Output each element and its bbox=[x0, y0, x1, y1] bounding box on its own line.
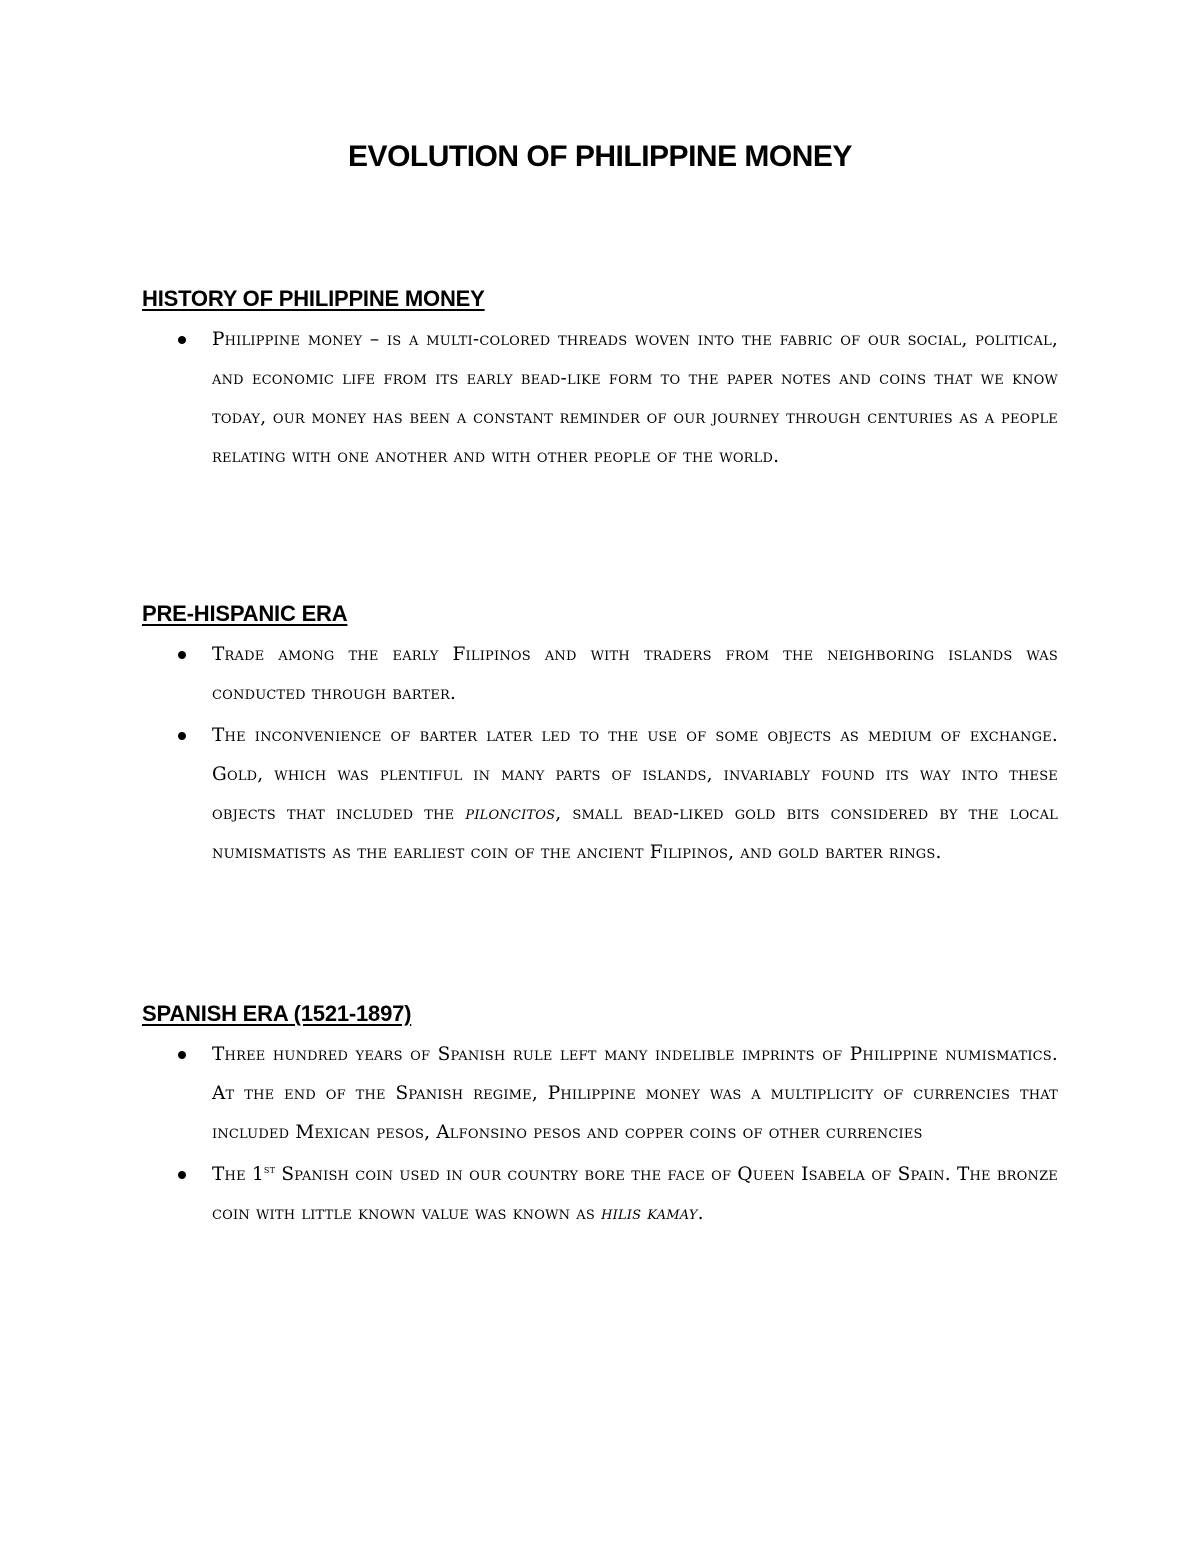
list-item bbox=[142, 635, 1058, 713]
section-spanish-era bbox=[142, 999, 1058, 1236]
paragraph: Trade among the early Filipinos and with traders from the neighboring islands was conducted through barter. bbox=[212, 644, 1058, 704]
document-title: EVOLUTION OF PHILIPPINE MONEY bbox=[348, 140, 852, 173]
bullet-icon bbox=[178, 336, 186, 344]
bullet-list bbox=[142, 1035, 1058, 1233]
bullet-icon bbox=[178, 651, 186, 659]
paragraph: Three hundred years of Spanish rule left many indelible imprints of Philippine numismatics. At the end of the Spanish regime, Philippine money was a multiplicity of currencies that included Mexican pesos, Alfonsino pesos and copper coins of other currencies bbox=[212, 1044, 1058, 1143]
bullet-list bbox=[142, 635, 1058, 872]
paragraph: Philippine money – is a multi-colored threads woven into the fabric of our social, political, and economic life from its early bead-like form to the paper notes and coins that we know today, our money has been a constant reminder of our journey through centuries as a people relating with one another and with other people of the world. bbox=[212, 329, 1058, 467]
paragraph bbox=[212, 716, 1058, 872]
list-item bbox=[142, 1035, 1058, 1152]
paragraph-text: The 1 bbox=[212, 1164, 264, 1185]
paragraph-text: The inconvenience of barter later led to the use of some objects as medium of exchange. Gold, which was plentiful in many parts of islands, invariably found its way into these objects that included the bbox=[212, 725, 1058, 824]
bullet-icon bbox=[178, 1171, 186, 1179]
paragraph-text: . bbox=[697, 1203, 704, 1224]
list-item bbox=[142, 320, 1058, 476]
section-heading: HISTORY OF PHILIPPINE MONEY bbox=[142, 286, 485, 311]
list-item bbox=[142, 1155, 1058, 1233]
bullet-icon bbox=[178, 1051, 186, 1059]
section-heading: SPANISH ERA (1521-1897) bbox=[142, 1001, 412, 1026]
superscript: st bbox=[263, 1163, 276, 1176]
section-heading: PRE-HISPANIC ERA bbox=[142, 601, 348, 626]
section-history bbox=[142, 284, 1058, 479]
bullet-icon bbox=[178, 732, 186, 740]
paragraph-text: , small bead-liked gold bits considered by the local numismatists as the earliest coin of the ancient Filipinos, and gold barter rings. bbox=[212, 803, 1058, 863]
italic-term: hilis kamay bbox=[601, 1203, 698, 1224]
paragraph-text: Spanish coin used in our country bore the face of Queen Isabela of Spain. The bronze coin with little known value was known as bbox=[212, 1164, 1058, 1224]
section-pre-hispanic bbox=[142, 599, 1058, 875]
bullet-list bbox=[142, 320, 1058, 476]
paragraph bbox=[212, 1155, 1058, 1233]
list-item bbox=[142, 716, 1058, 872]
italic-term: piloncitos bbox=[465, 803, 556, 824]
